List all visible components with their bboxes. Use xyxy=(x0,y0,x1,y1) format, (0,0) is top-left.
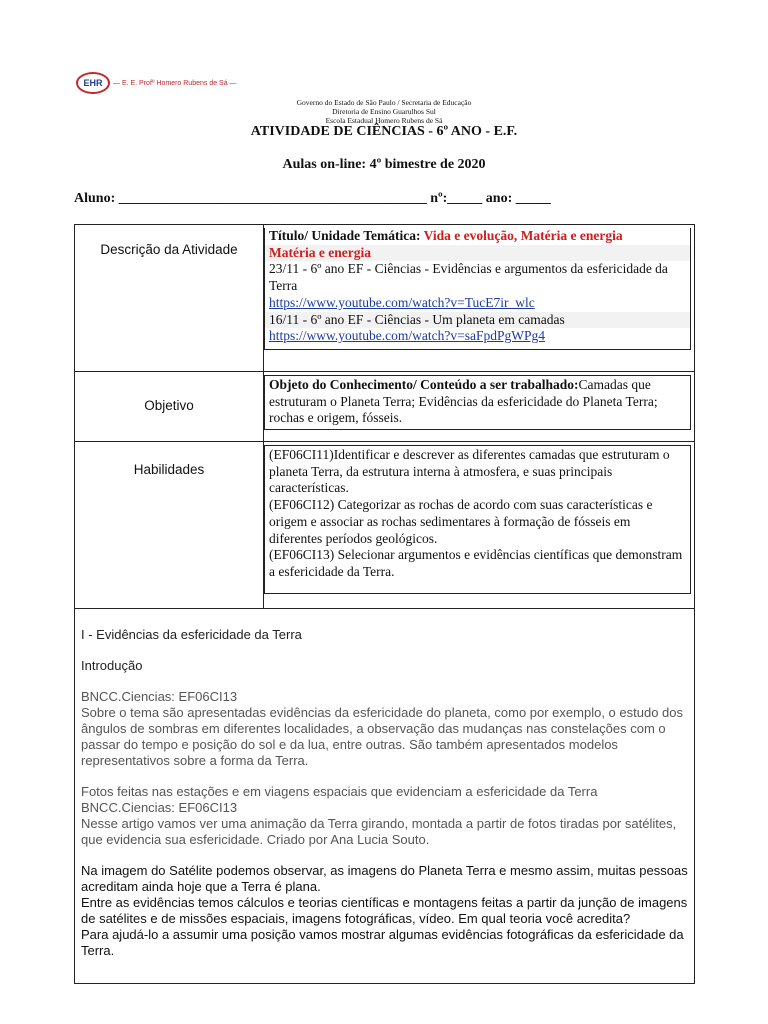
section-intro: Introdução xyxy=(81,658,143,673)
activity-table xyxy=(74,224,695,984)
section-paragraph-1: Sobre o tema são apresentadas evidências da esfericidade do planeta, como por exemplo, o estudo dos ângulos de sombras em diferentes localidades, a observação das mudanças nas constelações com o passar do tempo e posição do sol e da lua, entre outras. São também apresentados modelos representativos sobre a forma da Terra. xyxy=(81,705,683,768)
cell-habilidades xyxy=(264,442,695,609)
descricao-item-1: 23/11 - 6º ano EF - Ciências - Evidências e argumentos da esfericidade da Terra xyxy=(269,261,668,294)
page-subtitle: Aulas on-line: 4º bimestre de 2020 xyxy=(282,157,486,172)
header-school: Escola Estadual Homero Rubens de Sá xyxy=(325,116,443,125)
school-logo xyxy=(76,71,237,95)
descricao-title-red-2: Matéria e energia xyxy=(269,244,371,260)
descricao-link-1[interactable]: https://www.youtube.com/watch?v=TucE7ir_wlc xyxy=(269,294,535,310)
page-title: ATIVIDADE DE CIÊNCIAS - 6º ANO - E.F. xyxy=(250,124,518,139)
habilidade-ef06ci13: (EF06CI13) Selecionar argumentos e evidências científicas que demonstram a esfericidade da Terra. xyxy=(269,547,683,579)
school-logo-text: — E. E. Profº Homero Rubens de Sá — xyxy=(113,79,237,87)
habilidade-ef06ci11: (EF06CI11)Identificar e descrever as diferentes camadas que estruturam o planeta Terra, da estrutura interna à atmosfera, e suas principais características. xyxy=(269,447,670,496)
section-bncc-1: BNCC.Ciencias: EF06CI13 xyxy=(81,689,238,704)
section-bncc-2: BNCC.Ciencias: EF06CI13 xyxy=(81,800,238,815)
header-government: Governo do Estado de São Paulo / Secretaria de Educação xyxy=(296,98,472,107)
school-logo-mark: EHR xyxy=(76,72,110,94)
cell-objetivo xyxy=(264,372,695,442)
header-directorate: Diretoria de Ensino Guarulhos Sul xyxy=(332,107,436,116)
descricao-title-prefix: Título/ Unidade Temática: xyxy=(269,228,424,243)
section-paragraph-5: Para ajudá-lo a assumir uma posição vamos mostrar algumas evidências fotográficas da esfericidade da Terra. xyxy=(81,927,684,958)
habilidade-ef06ci12: (EF06CI12) Categorizar as rochas de acordo com suas características e origem e associar as rochas sedimentares à formação de fósseis em diferentes períodos geológicos. xyxy=(269,497,653,546)
objetivo-text: Camadas que estruturam o Planeta Terra; Evidências da esfericidade do Planeta Terra; rochas e origem, fósseis. xyxy=(269,377,658,426)
descricao-link-2[interactable]: https://www.youtube.com/watch?v=saFpdPgWPg4 xyxy=(269,328,545,344)
row-section xyxy=(75,609,695,984)
section-paragraph-2: Nesse artigo vamos ver uma animação da Terra girando, montada a partir de fotos tiradas por satélites, que evidencia sua esfericidade. Criado por Ana Lucia Souto. xyxy=(81,816,677,847)
student-line: Aluno: ____________________________________________ nº:_____ ano: _____ xyxy=(74,191,551,206)
label-objetivo: Objetivo xyxy=(75,372,264,442)
section-paragraph-3: Na imagem do Satélite podemos observar, as imagens do Planeta Terra e mesmo assim, muitas pessoas acreditam ainda hoje que a Terra é plana. xyxy=(81,863,688,894)
section-paragraph-4: Entre as evidências temos cálculos e teorias científicas e montagens feitas a partir da junção de imagens de satélites e de missões espaciais, imagens fotográficas, vídeo. Em qual teoria você acredita? xyxy=(81,895,688,926)
section-photos-title: Fotos feitas nas estações e em viagens espaciais que evidenciam a esfericidade da Terra xyxy=(81,784,598,799)
row-habilidades xyxy=(75,442,695,609)
row-descricao xyxy=(75,225,695,372)
row-objetivo xyxy=(75,372,695,442)
label-descricao: Descrição da Atividade xyxy=(75,225,264,372)
objetivo-bold: Objeto do Conhecimento/ Conteúdo a ser trabalhado: xyxy=(269,377,579,392)
cell-descricao xyxy=(264,225,695,372)
descricao-item-2: 16/11 - 6º ano EF - Ciências - Um planeta em camadas xyxy=(265,312,690,329)
label-habilidades: Habilidades xyxy=(75,442,264,609)
section-cell xyxy=(75,609,695,984)
descricao-title-red: Vida e evolução, Matéria e energia xyxy=(423,228,623,243)
section-heading: I - Evidências da esfericidade da Terra xyxy=(81,627,302,642)
